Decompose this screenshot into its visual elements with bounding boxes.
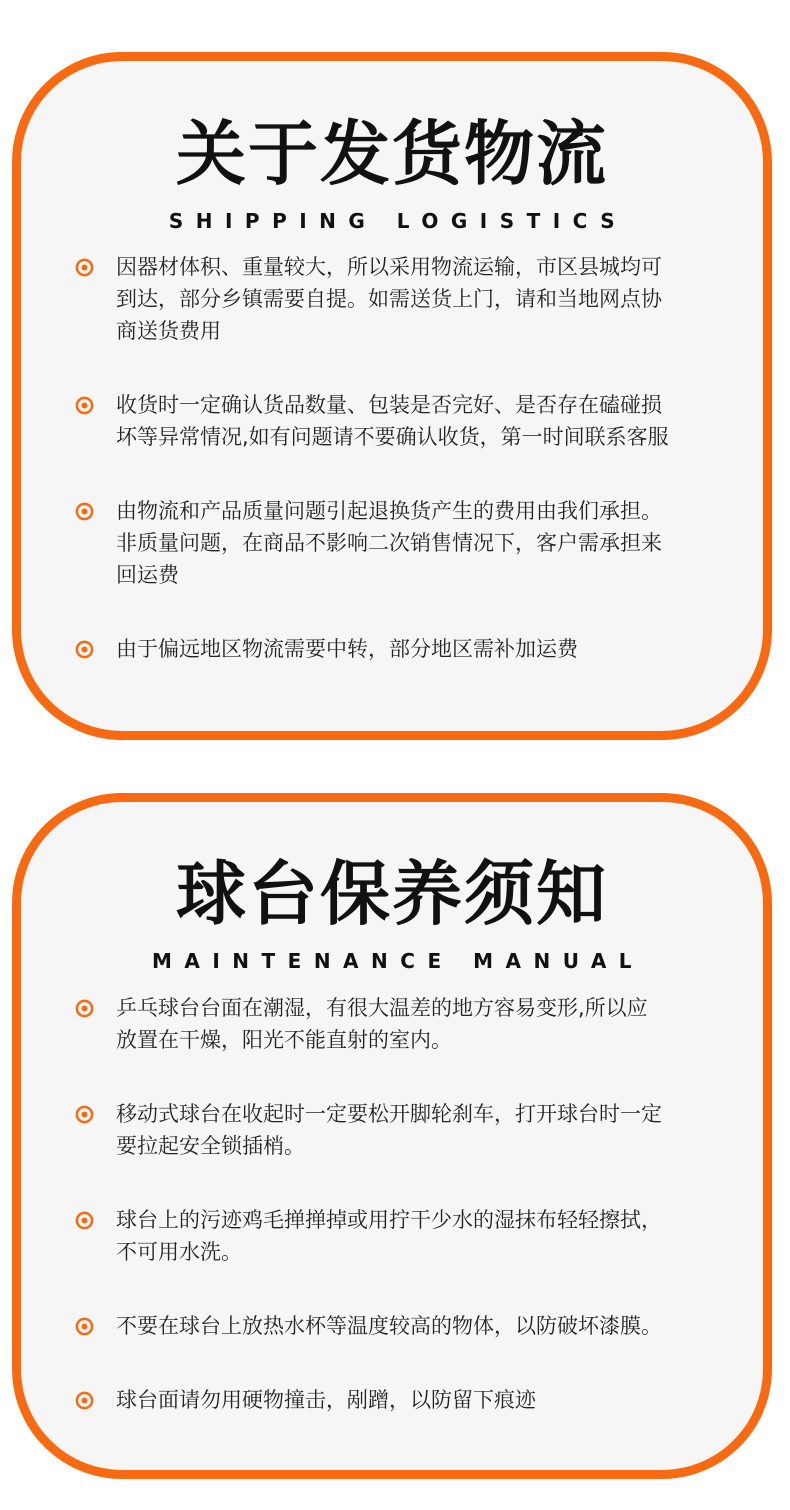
list-item	[70, 1310, 743, 1342]
maintenance-manual-card	[12, 793, 772, 1479]
list-item	[70, 1384, 743, 1416]
target-circle-icon	[75, 396, 94, 415]
list-item	[70, 1098, 743, 1162]
list-item	[70, 251, 743, 347]
shipping-subtitle: SHIPPING LOGISTICS	[168, 209, 628, 233]
list-item-text: 由于偏远地区物流需要中转，部分地区需补加运费	[116, 637, 578, 661]
target-circle-icon	[75, 999, 94, 1018]
maintenance-list	[70, 992, 743, 1416]
target-circle-icon	[75, 1211, 94, 1230]
shipping-logistics-card	[12, 52, 772, 740]
target-circle-icon	[75, 502, 94, 521]
shipping-list	[70, 251, 743, 665]
list-item	[70, 495, 743, 591]
target-circle-icon	[75, 1391, 94, 1410]
shipping-title: 关于发货物流	[176, 113, 608, 195]
list-item	[70, 633, 743, 665]
target-circle-icon	[75, 1105, 94, 1124]
list-item-text: 不要在球台上放热水杯等温度较高的物体，以防破坏漆膜。	[116, 1314, 662, 1338]
target-circle-icon	[75, 640, 94, 659]
list-item-text: 球台面请勿用硬物撞击，剐蹭，以防留下痕迹	[116, 1388, 536, 1412]
list-item-text: 球台上的污迹鸡毛掸掸掉或用拧干少水的湿抹布轻轻擦拭， 不可用水洗。	[116, 1208, 662, 1264]
list-item-text: 乒乓球台台面在潮湿，有很大温差的地方容易变形,所以应 放置在干燥，阳光不能直射的室内。	[116, 996, 648, 1052]
list-item	[70, 1204, 743, 1268]
list-item	[70, 992, 743, 1056]
list-item-text: 由物流和产品质量问题引起退换货产生的费用由我们承担。 非质量问题，在商品不影响二次销售情况下，客户需承担来 回运费	[116, 499, 662, 587]
maintenance-subtitle: MAINTENANCE MANUAL	[151, 949, 645, 973]
list-item-text: 因器材体积、重量较大，所以采用物流运输，市区县城均可 到达，部分乡镇需要自提。如需送货上门，请和当地网点协 商送货费用	[116, 255, 662, 343]
list-item-text: 移动式球台在收起时一定要松开脚轮刹车，打开球台时一定 要拉起安全锁插梢。	[116, 1102, 662, 1158]
list-item	[70, 389, 743, 453]
target-circle-icon	[75, 1317, 94, 1336]
target-circle-icon	[75, 258, 94, 277]
maintenance-title: 球台保养须知	[176, 853, 608, 935]
list-item-text: 收货时一定确认货品数量、包装是否完好、是否存在磕碰损 坏等异常情况,如有问题请不要确认收货，第一时间联系客服	[116, 393, 669, 449]
